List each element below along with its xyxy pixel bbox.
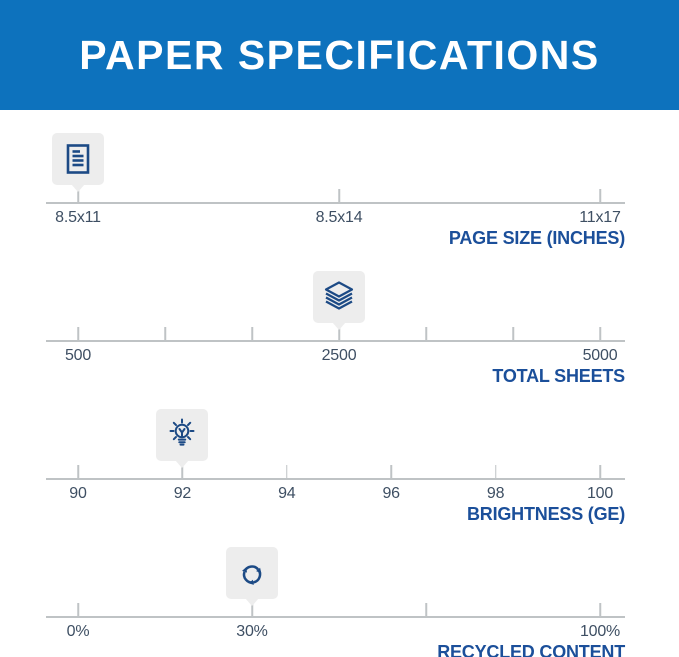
scale-title: RECYCLED CONTENT <box>437 642 625 657</box>
tick-mark <box>251 327 253 340</box>
tick-label: 90 <box>69 485 87 502</box>
tick-mark <box>599 189 601 202</box>
tick-mark <box>390 465 392 478</box>
recycle-icon <box>234 555 270 591</box>
scale-line <box>46 340 625 342</box>
tick-label: 500 <box>64 347 92 364</box>
tick-label: 92 <box>173 485 192 502</box>
tick-label: 98 <box>486 485 505 502</box>
tick-mark <box>77 327 79 340</box>
marker-pointer-icon <box>245 598 259 606</box>
tick-mark <box>338 189 340 202</box>
marker-pointer-icon <box>175 460 189 468</box>
tick-mark <box>512 327 514 340</box>
tick-mark <box>495 465 497 478</box>
tick-label: 100% <box>579 623 621 640</box>
tick-mark <box>164 327 166 340</box>
tick-label: 94 <box>278 485 296 502</box>
scale-line <box>46 616 625 618</box>
document-icon <box>61 142 95 176</box>
scale-title: BRIGHTNESS (GE) <box>466 504 625 524</box>
tick-label: 8.5x14 <box>315 209 363 226</box>
page-title: PAPER SPECIFICATIONS <box>79 31 600 78</box>
tick-mark <box>599 465 601 478</box>
scale-line <box>46 202 625 204</box>
tick-mark <box>599 327 601 340</box>
spec-scales <box>0 110 679 657</box>
paper-stack-icon <box>321 279 357 315</box>
tick-mark <box>425 603 427 616</box>
tick-mark <box>599 603 601 616</box>
tick-label: 8.5x11 <box>55 209 101 226</box>
tick-mark <box>425 327 427 340</box>
scale-title: PAGE SIZE (INCHES) <box>448 228 625 248</box>
scale-line <box>46 478 625 480</box>
marker-pointer-icon <box>71 184 85 192</box>
tick-label: 5000 <box>582 347 618 364</box>
value-marker <box>156 409 208 461</box>
value-marker <box>226 547 278 599</box>
tick-label: 30% <box>236 623 268 640</box>
marker-pointer-icon <box>332 322 346 330</box>
scale-title: TOTAL SHEETS <box>492 366 625 386</box>
tick-label: 100 <box>586 485 614 502</box>
tick-label: 96 <box>382 485 400 502</box>
tick-label: 11x17 <box>579 209 621 226</box>
value-marker <box>313 271 365 323</box>
tick-mark <box>286 465 288 478</box>
header-banner <box>0 0 679 110</box>
tick-label: 2500 <box>321 347 357 364</box>
tick-mark <box>77 603 79 616</box>
tick-label: 0% <box>66 623 90 640</box>
tick-mark <box>77 465 79 478</box>
value-marker <box>52 133 104 185</box>
lightbulb-icon <box>164 417 200 453</box>
